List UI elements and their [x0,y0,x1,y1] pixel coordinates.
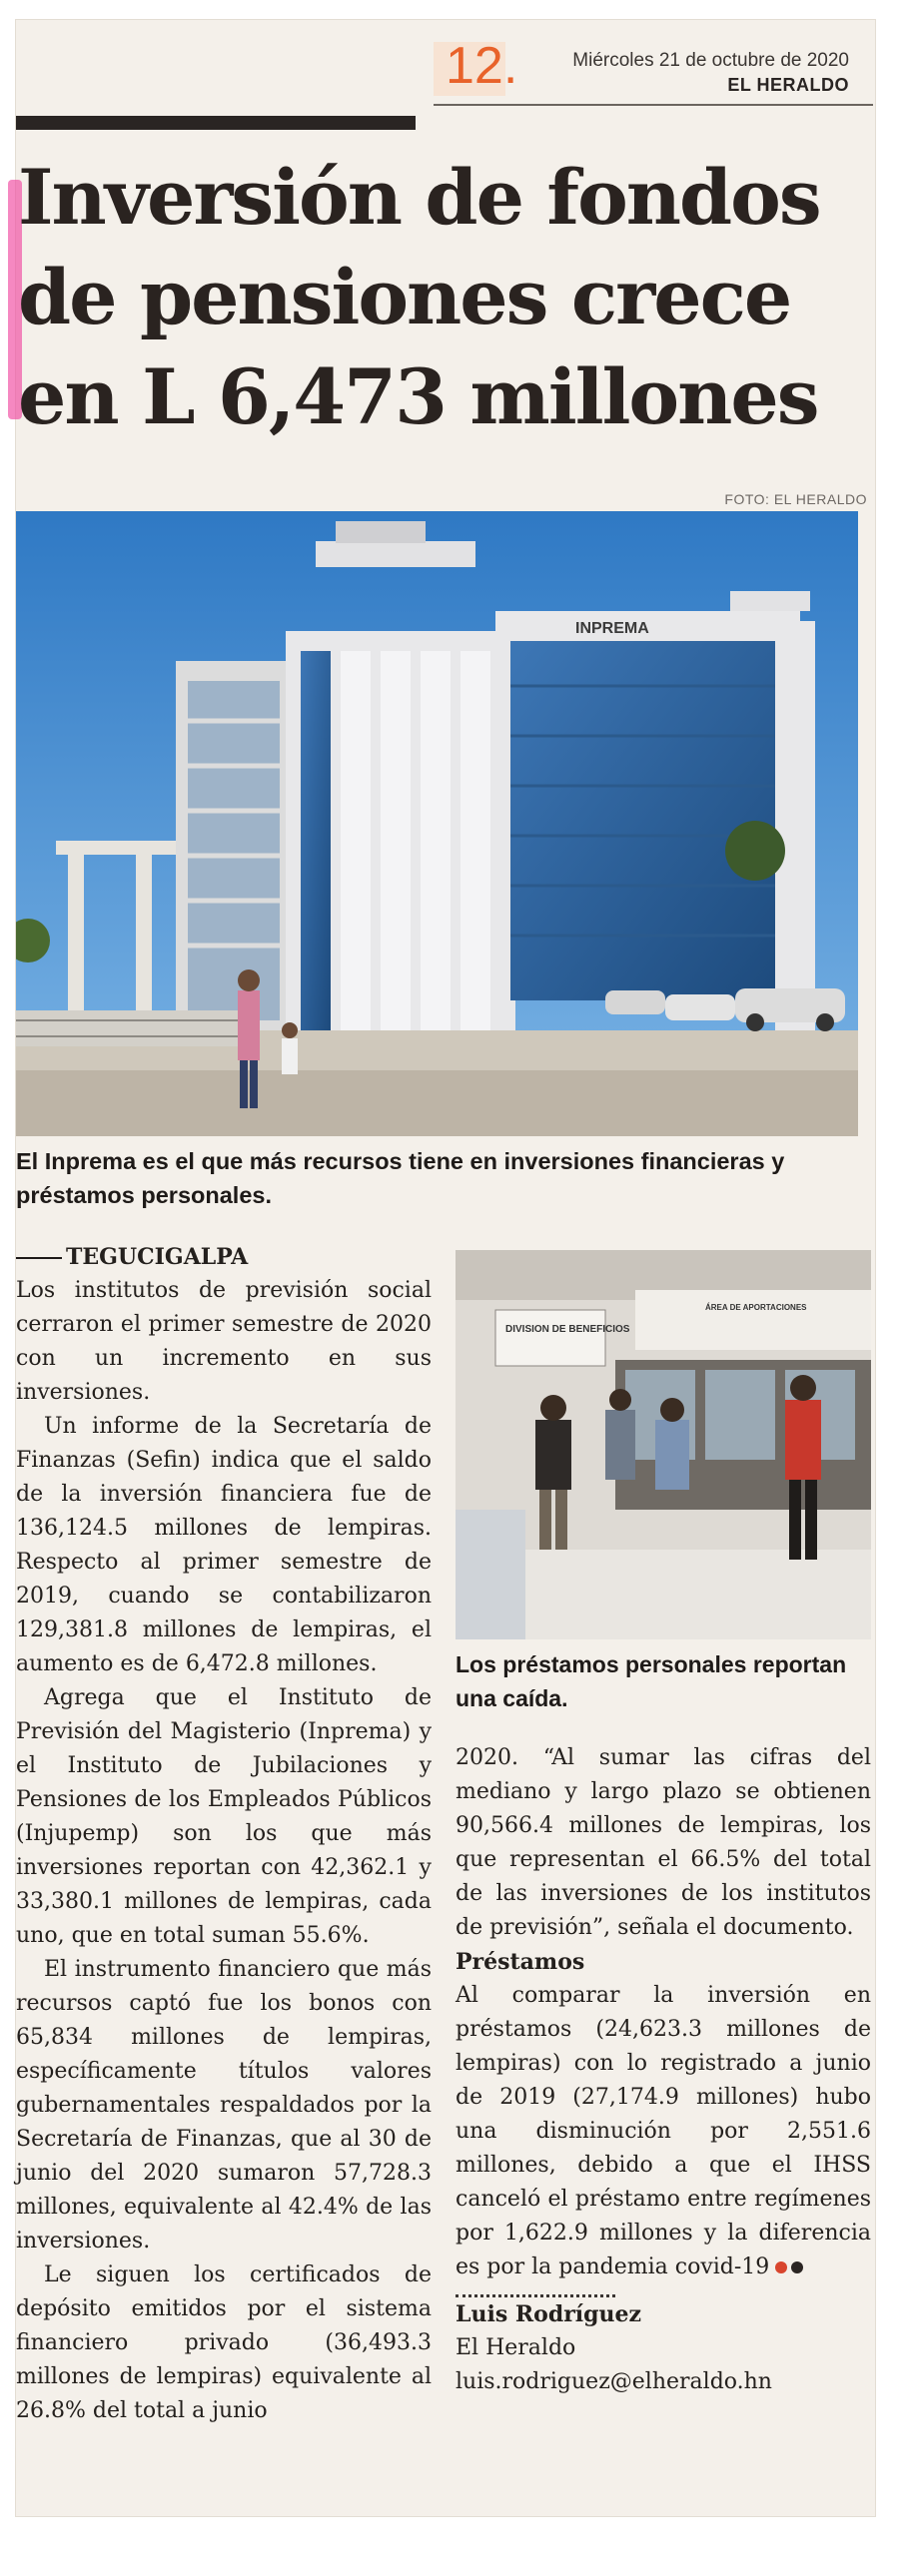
secondary-photo-service-counter [456,1250,871,1639]
page-number: 12. [446,37,518,95]
section-subhead: Préstamos [456,1949,585,1975]
dateline-dash [16,1257,62,1259]
issue-date: Miércoles 21 de octubre de 2020 [572,50,849,71]
main-photo-inprema-building [16,511,858,1136]
publication-name: EL HERALDO [727,75,849,95]
paragraph-3: Agrega que el Instituto de Previsión del Magisterio (Inprema) y el Instituto de Jubilaciones y Pensiones de los Empleados Públicos (Injupemp) son los que más inversiones reportan con 42,362.1 y 33,380.1 millones de lempiras, cada uno, que en total suman 55.6%. [16,1685,432,1948]
secondary-photo-caption: Los préstamos personales reportan una caída. [456,1651,847,1711]
author-email: luis.rodriguez@elheraldo.hn [456,2369,772,2394]
paragraph-5: Le siguen los certificados de depósito emitidos por el sistema financiero privado (36,493.3 millones de lempiras) equivalente al 26.8% del total a junio [16,2262,432,2423]
dateline [16,1240,432,1274]
left-column [16,1240,432,2428]
newspaper-page [16,20,875,2516]
right-column [456,1741,871,2399]
author-name: Luis Rodríguez [456,2301,642,2327]
paragraph-prestamos-text: Al comparar la inversión en préstamos (24,623.3 millones de lempiras) con lo registrado a junio de 2019 (27,174.9 millones) hubo una disminución por 2,551.6 millones, debido a que el IHSS canceló el préstamo entre regímenes por 1,622.9 millones y la diferencia es por la pandemia covid-19 [456,1983,871,2279]
main-photo-caption: El Inprema es el que más recursos tiene en inversiones financieras y préstamos personales. [16,1148,785,1208]
building-sign: INPREMA [575,620,649,637]
photo-credit: FOTO: EL HERALDO [724,491,867,507]
area-sign: ÁREA DE APORTACIONES [705,1303,807,1312]
paragraph-4: El instrumento financiero que más recursos captó fue los bonos con 65,834 millones de lempiras, específicamente títulos valores gubernamentales respaldados por la Secretaría de Finanzas, que al 30 de junio del 2020 sumaron 57,728.3 millones, equivalente al 42.4% de las inversiones. [16,1957,432,2254]
dateline-text: TEGUCIGALPA [66,1244,249,1270]
end-bullet-red [775,2261,787,2273]
end-bullet-dark [791,2261,803,2273]
header-rule [434,104,873,106]
paragraph-2: Un informe de la Secretaría de Finanzas (Sefin) indica que el saldo de la inversión financiera fue de 136,124.5 millones de lempiras. Respecto al primer semestre de 2019, cuando se contabilizaron 129,381.8 millones de lempiras, el aumento es de 6,472.8 millones. [16,1414,432,1676]
paragraph-continued: 2020. “Al sumar las cifras del mediano y largo plazo se obtienen 90,566.4 millones de lempiras, los que representan el 66.5% del total de las inversiones de los institutos de previsión”, señala el documento. [456,1745,871,1940]
headline: Inversión de fondos de pensiones crece en L 6,473 millones [18,153,820,441]
headline-kicker-bar [16,116,416,130]
page-header [434,38,873,100]
end-bullets [775,2251,807,2284]
paragraph-1: Los institutos de previsión social cerraron el primer semestre de 2020 con un incremento en sus inversiones. [16,1278,432,1405]
author-organization: El Heraldo [456,2335,576,2360]
division-sign: DIVISION DE BENEFICIOS [505,1324,630,1335]
paragraph-prestamos [456,1979,871,2284]
